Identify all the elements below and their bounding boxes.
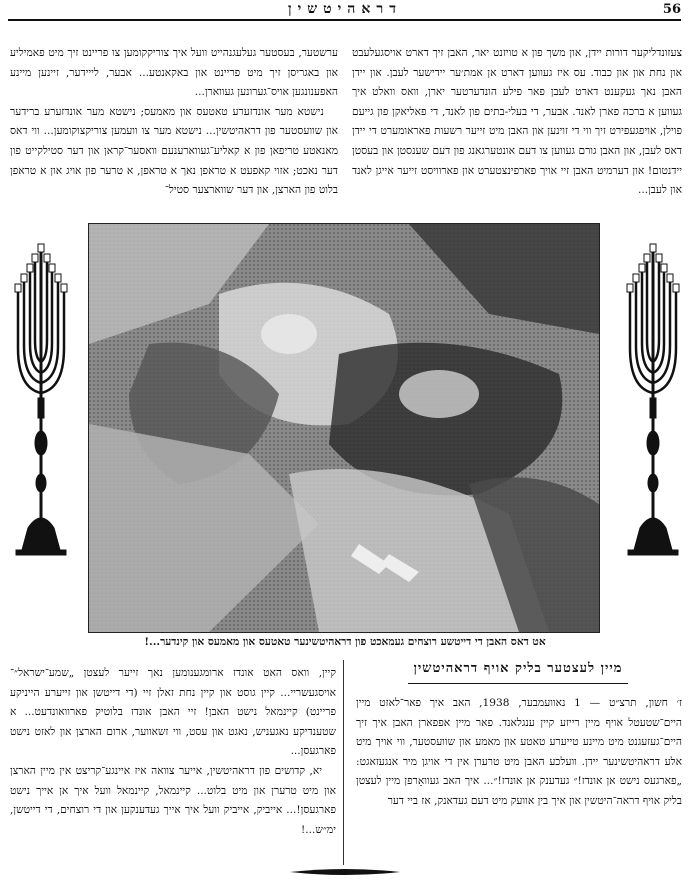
menorah-icon <box>622 228 684 558</box>
paragraph: צעזונדליקער דורות יידן, און משך פון א טויזנט יאר, האבן זיך דארט אויסגעלעבט און נחת און און כבוד. עס איז געווען דארט אן אמת׳ער יידישער לעבן. און יידן האבן נאך געקענט דארט לעבן פאר פילע הונדערטער יארן, וואס וואלט איך געווען א ברכה פארן לאנד. אבער, די בעלי-בתים פון לאנד, די פאליאקן פון גייעם פוילן, אויפגעפירט זיך ווי די זוינען און האבן מיט זייער רשעות פאראומערט די יידן דאס לעבן, און האבן גורם געווען צו דעם אונטערגאנג פון דעם שענסטן און בעסטן יידנטום! און דערמיט האבן זיי אויך פארפינצטערט און פארוויסט זייער אייגן לאנד און לעבן... <box>352 47 682 197</box>
paragraph: יא, קדושים פון דראהיטשין, אייער צוואה איז איינגע־קריצט אין מיין הארצן און מיט טרערן און מיט בלוט... קיינמאל, קיינמאל וועל איך אן אייך נישט פארגעסן!... אייביק, אייביק וועל איך אייך געדענקען און די רוצחים, די דייטשן, ימ״ש...! <box>10 764 336 836</box>
section-title-underline <box>408 683 628 684</box>
menorah-icon <box>10 228 72 558</box>
section-title: מיין לעצטער בליק אויף דראהיטשין <box>413 661 623 676</box>
footer-ornament <box>290 868 400 876</box>
paragraph: ערשטער, בעסטער געלעגנהייט וועל איך צוריקקומען צו פריינט זיך מיט פאמיליע און באגריסן זיך מיט פריינט און באקאנטע... אבער, לייידער, זיינען מיינע האפענונגען אויס־גערונען געווארן... <box>10 47 338 99</box>
top-right-column <box>352 44 682 201</box>
photo-caption: אט דאס האבן די דייטשע רוצחים געמאכט פון דראהיטשינער טאטעס און מאמעס און קינדער...! <box>144 636 546 648</box>
column-divider <box>343 660 344 865</box>
section-left-column <box>10 664 336 840</box>
memorial-photo <box>88 223 600 633</box>
paragraph: נישטא מער אונדזערע טאטעס און מאמעס; נישטא מער אונדזערע ברידער און שוועסטער פון דראהיטשין... נישטא מער צו וועמען צוריקצוקומען... ווי דאס מאנאטע טריפאן פון א קאליע־געווארענעם וואסער־קראן און דער סטילקייט פון דער נאכט; אזוי קאפעט א טראפן נאך א טראפן, א טרער פון אויג און א טראפן בלוט פון הארצן, און דער שווארצער סטיל־ <box>10 105 338 197</box>
paragraph: קיין, וואס האט אונדז ארומגענומען נאך זייער לעצטן „שמע־ישראל״־אויסגעשריי... קיין גוסט און קיין נחת זאלן זיי (די דייטשן און זייערע הייניקע פריינט) קיינמאל נישט האבן! זיי האבן אונדז בלוטיק פארוואונדעט... א שטענדיקע נאגעניש, נאגט און עסט, ווי זשאווער, ארום הארצן און לאזט נישט פארגעסן... <box>10 667 336 758</box>
header-rule <box>8 19 681 21</box>
paragraph: ז׳ חשון, תרצ״ט — 1 נאוועמבער, 1938, האב איך פאר־לאזט מיין היים־שטעטל אויף מיין רייזע קיין ענגלאנד. פאר מיין אפפארן האבן איך זיך היים־געזעגנט מיט מיינע טייערע טאטע און מאמע און שוועסטער, ווי אויך מיט אלע דראהיטשינער יידן. וועלכע האבן מיט טרערן אין די אויגן מיר אנגעזאגט: „פארגעס נישט אן אונדז!״ געדענק אן אונדז!״... איך האב געוואָרפן מיין לעצטן בליק אויף דראה־היטשין און איך בין אוועק מיט דעם געדאנק, אז ביי דער <box>356 697 682 807</box>
top-left-column <box>10 44 338 201</box>
page-number: 56 <box>662 2 681 17</box>
section-right-column <box>356 694 682 812</box>
running-title: דראהיטשין <box>288 1 402 17</box>
